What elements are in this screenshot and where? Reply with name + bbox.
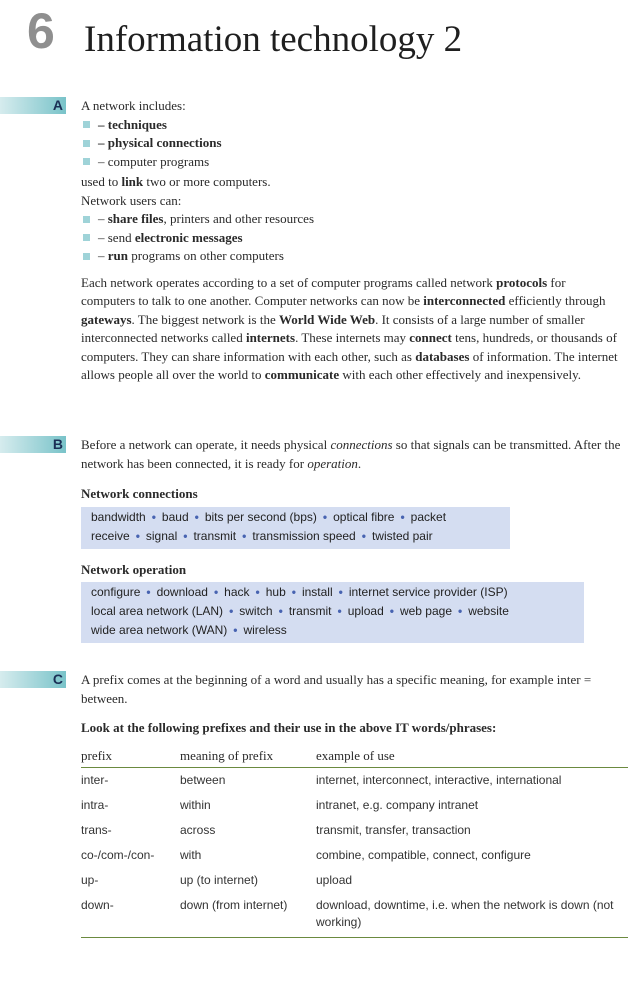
bullet-square-icon bbox=[83, 253, 90, 260]
link-sentence: used to link two or more computers. bbox=[81, 174, 271, 189]
prefix-cell: inter- bbox=[81, 773, 109, 787]
example-cell: combine, compatible, connect, configure bbox=[316, 848, 531, 862]
network-connections-box bbox=[81, 507, 510, 549]
prefix-cell: down- bbox=[81, 893, 180, 938]
prefix-cell: intra- bbox=[81, 798, 109, 812]
bullet-dot-icon: • bbox=[458, 604, 463, 618]
column-header-meaning: meaning of prefix bbox=[180, 747, 316, 768]
connections-term: transmission speed bbox=[252, 529, 356, 543]
connections-term: signal bbox=[145, 529, 178, 543]
connections-term: baud bbox=[161, 510, 189, 524]
column-header-example: example of use bbox=[316, 747, 628, 768]
bullet-dot-icon: • bbox=[233, 623, 238, 637]
operation-term: internet service provider (ISP) bbox=[348, 585, 508, 599]
prefix-table bbox=[81, 747, 628, 938]
bullet-square-icon bbox=[83, 140, 90, 147]
table-row bbox=[81, 893, 628, 938]
bullet-dot-icon: • bbox=[194, 510, 199, 524]
section-c-paragraph: A prefix comes at the beginning of a word and usually has a specific meaning, for example inter = between. bbox=[81, 672, 592, 706]
includes-list bbox=[81, 116, 621, 172]
example-cell: internet, interconnect, interactive, international bbox=[316, 773, 562, 787]
operation-term: switch bbox=[239, 604, 273, 618]
connections-term: bits per second (bps) bbox=[204, 510, 317, 524]
bullet-dot-icon: • bbox=[278, 604, 283, 618]
connections-term: twisted pair bbox=[371, 529, 433, 543]
column-header-prefix: prefix bbox=[81, 747, 180, 768]
section-a bbox=[81, 97, 621, 385]
includes-item bbox=[81, 153, 621, 172]
table-intro: Look at the following prefixes and their use in the above IT words/phrases: bbox=[81, 720, 497, 735]
connections-term: receive bbox=[91, 529, 130, 543]
bullet-dot-icon: • bbox=[183, 529, 188, 543]
prefix-cell: co-/com-/con- bbox=[81, 848, 155, 862]
operation-term: transmit bbox=[288, 604, 332, 618]
bullet-dot-icon: • bbox=[213, 585, 219, 599]
section-a-paragraph: Each network operates according to a set of computer programs called network protocols for computers to talk to one another. Computer networks can now be interconnected efficiently through gateways. The biggest network is the World Wide Web. It consists of a large number of smaller interconnected networks called internets. These internets may connect tens, hundreds, or thousands of computers. They can share information with each other, such as databases of information. The internet allows people all over the world to communicate with each other effectively and inexpensively. bbox=[81, 274, 618, 382]
includes-item-text: – physical connections bbox=[98, 135, 222, 150]
page-title: Information technology 2 bbox=[84, 19, 463, 60]
connections-term: transmit bbox=[193, 529, 237, 543]
includes-item bbox=[81, 134, 621, 153]
connections-row bbox=[91, 508, 510, 527]
table-row bbox=[81, 818, 628, 843]
unit-number: 6 bbox=[27, 3, 55, 59]
operation-term: upload bbox=[347, 604, 384, 618]
users-can-item: – share files, printers and other resources bbox=[81, 210, 621, 229]
operation-term: hub bbox=[265, 585, 286, 599]
table-row bbox=[81, 768, 628, 794]
connections-row bbox=[91, 527, 510, 546]
example-cell: upload bbox=[316, 873, 353, 887]
bullet-dot-icon: • bbox=[242, 529, 247, 543]
users-can-list bbox=[81, 210, 621, 266]
section-c-tag: C bbox=[0, 671, 66, 688]
meaning-cell: with bbox=[180, 848, 202, 862]
section-b-paragraph: Before a network can operate, it needs physical connections so that signals can be transmitted. After the network has been connected, it is ready for operation. bbox=[81, 437, 621, 471]
users-can-item: – run programs on other computers bbox=[81, 247, 621, 266]
bullet-dot-icon: • bbox=[229, 604, 234, 618]
example-cell: download, downtime, i.e. when the network is down (not working) bbox=[316, 893, 628, 938]
meaning-cell: down (from internet) bbox=[180, 893, 316, 938]
operation-term: install bbox=[301, 585, 333, 599]
includes-item-text: – techniques bbox=[98, 116, 167, 132]
bullet-dot-icon: • bbox=[400, 510, 405, 524]
operation-term: local area network (LAN) bbox=[91, 604, 224, 618]
network-operation-heading: Network operation bbox=[81, 562, 187, 577]
bullet-dot-icon: • bbox=[291, 585, 296, 599]
bullet-dot-icon: • bbox=[135, 529, 140, 543]
bullet-dot-icon: • bbox=[255, 585, 260, 599]
operation-row bbox=[91, 602, 584, 621]
connections-term: bandwidth bbox=[91, 510, 146, 524]
network-operation-box bbox=[81, 582, 584, 643]
operation-term: wireless bbox=[243, 623, 287, 637]
section-a-tag: A bbox=[0, 97, 66, 114]
operation-term: configure bbox=[91, 585, 141, 599]
table-row bbox=[81, 793, 628, 818]
network-includes-intro: A network includes: bbox=[81, 98, 186, 113]
meaning-cell: up (to internet) bbox=[180, 873, 259, 887]
bullet-dot-icon: • bbox=[389, 604, 394, 618]
operation-term: wide area network (WAN) bbox=[91, 623, 228, 637]
includes-item bbox=[81, 116, 621, 135]
operation-term: hack bbox=[224, 585, 250, 599]
meaning-cell: across bbox=[180, 823, 216, 837]
bullet-dot-icon: • bbox=[337, 604, 342, 618]
bullet-dot-icon: • bbox=[146, 585, 151, 599]
bullet-square-icon bbox=[83, 158, 90, 165]
table-row bbox=[81, 843, 628, 868]
bullet-dot-icon: • bbox=[322, 510, 328, 524]
example-cell: transmit, transfer, transaction bbox=[316, 823, 471, 837]
operation-term: web page bbox=[399, 604, 452, 618]
bullet-square-icon bbox=[83, 216, 90, 223]
table-row bbox=[81, 868, 628, 893]
connections-term: packet bbox=[410, 510, 447, 524]
bullet-dot-icon: • bbox=[338, 585, 343, 599]
example-cell: intranet, e.g. company intranet bbox=[316, 798, 479, 812]
meaning-cell: within bbox=[180, 798, 211, 812]
includes-item-text: – computer programs bbox=[98, 153, 210, 169]
bullet-square-icon bbox=[83, 234, 90, 241]
bullet-dot-icon: • bbox=[151, 510, 156, 524]
meaning-cell: between bbox=[180, 773, 226, 787]
users-intro: Network users can: bbox=[81, 192, 182, 208]
bullet-square-icon bbox=[83, 121, 90, 128]
prefix-cell: up- bbox=[81, 873, 99, 887]
prefix-cell: trans- bbox=[81, 823, 112, 837]
users-can-item: – send electronic messages bbox=[81, 229, 621, 248]
operation-row bbox=[91, 583, 584, 602]
connections-term: optical fibre bbox=[333, 510, 395, 524]
operation-term: download bbox=[156, 585, 208, 599]
network-connections-heading: Network connections bbox=[81, 486, 198, 501]
operation-row bbox=[91, 621, 584, 640]
bullet-dot-icon: • bbox=[361, 529, 366, 543]
section-b-tag: B bbox=[0, 436, 66, 453]
operation-term: website bbox=[468, 604, 509, 618]
